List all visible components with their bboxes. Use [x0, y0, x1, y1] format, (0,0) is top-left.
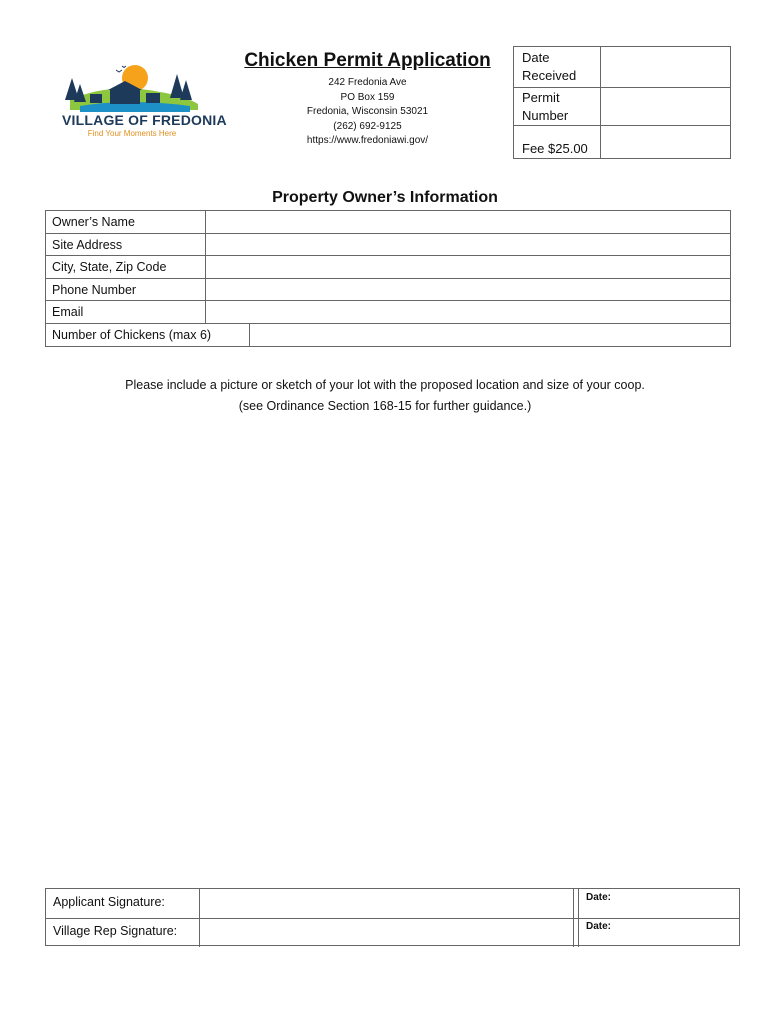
applicant-date-label: Date: — [573, 889, 653, 918]
address-city: Fredonia, Wisconsin 53021 — [306, 106, 429, 117]
owner-info-table — [45, 210, 731, 347]
fee-text: Fee $25.00 — [522, 141, 588, 156]
email-label: Email — [52, 305, 84, 319]
section-title: Property Owner’s Information — [272, 189, 498, 206]
site-address-field[interactable] — [205, 234, 730, 256]
phone-number-row — [46, 279, 730, 302]
village-rep-date-field[interactable] — [578, 918, 739, 947]
site-address-row — [46, 234, 730, 257]
village-rep-signature-label: Village Rep Signature: — [53, 924, 178, 938]
note-line-2: (see Ordinance Section 168-15 for further guidance.) — [238, 399, 532, 413]
applicant-signature-row — [46, 889, 739, 919]
signature-table — [45, 888, 740, 946]
chickens-count-field[interactable] — [249, 324, 730, 347]
owner-name-field[interactable] — [205, 211, 730, 233]
note-line-1: Please include a picture or sketch of your lot with the proposed location and size of your coop. — [125, 378, 645, 392]
address-phone: (262) 692-9125 — [333, 120, 402, 132]
permit-number-row — [514, 87, 730, 126]
phone-number-field[interactable] — [205, 279, 730, 301]
chickens-count-row — [46, 324, 730, 347]
owner-name-row — [46, 211, 730, 234]
city-state-zip-label: City, State, Zip Code — [52, 260, 167, 274]
applicant-signature-label: Applicant Signature: — [53, 895, 165, 909]
applicant-signature-field[interactable] — [199, 889, 574, 918]
site-address-label: Site Address — [52, 237, 123, 252]
applicant-date-field[interactable] — [578, 889, 739, 918]
sketch-instructions — [0, 375, 770, 417]
date-received-row — [514, 47, 730, 88]
address-street: 242 Fredonia Ave — [328, 77, 407, 88]
date-received-label: Date Received — [514, 47, 601, 87]
city-state-zip-field[interactable] — [205, 256, 730, 278]
office-use-box — [513, 46, 731, 159]
owner-name-label: Owner’s Name — [52, 215, 135, 229]
permit-number-label: Permit Number — [514, 87, 601, 125]
email-row — [46, 301, 730, 324]
contact-address — [290, 76, 445, 149]
page-title: Chicken Permit Application — [244, 50, 491, 71]
village-rep-signature-field[interactable] — [199, 918, 574, 947]
logo-name: VILLAGE OF FREDONIA — [62, 112, 227, 128]
fee-label — [514, 125, 601, 159]
fee-row — [514, 125, 730, 159]
chickens-count-label: Number of Chickens (max 6) — [52, 327, 212, 342]
address-po-box: PO Box 159 — [340, 91, 395, 103]
city-state-zip-row — [46, 256, 730, 279]
email-field[interactable] — [205, 301, 730, 323]
phone-number-label: Phone Number — [52, 282, 137, 297]
address-website[interactable]: https://www.fredoniawi.gov/ — [306, 135, 429, 146]
village-landscape-icon — [50, 60, 210, 120]
logo-tagline: Find Your Moments Here — [87, 129, 177, 138]
village-rep-date-label: Date: — [573, 918, 653, 947]
village-rep-signature-row — [46, 918, 739, 947]
